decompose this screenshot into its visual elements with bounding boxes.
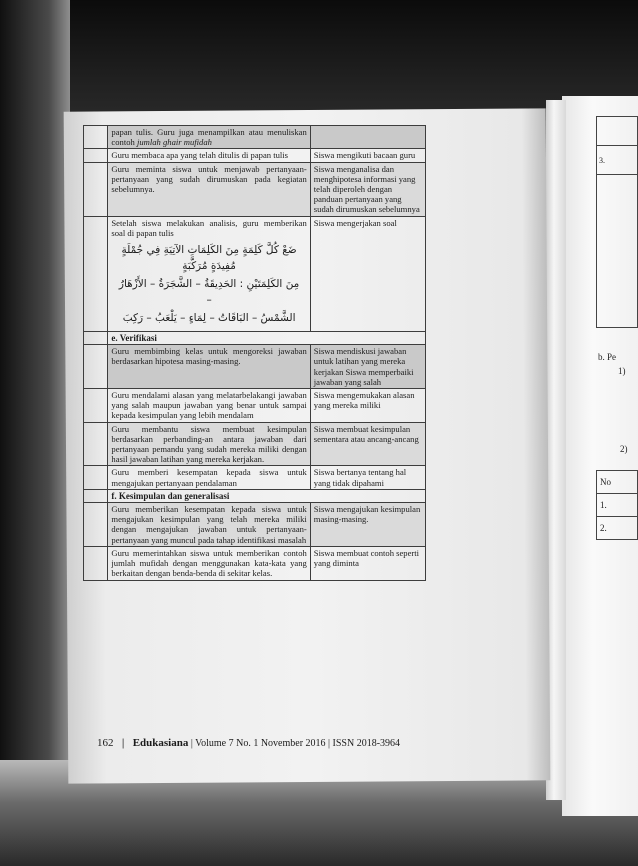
journal-name: Edukasiana xyxy=(132,737,189,749)
right-row-1: 1. xyxy=(597,494,638,517)
table-row xyxy=(84,126,426,149)
teacher-activity-text: Guru memerintahkan siswa untuk memberikan contoh jumlah mufidah dengan menggunakan kata-kata yang berkaitan dengan benda-benda di sekitar kelas. xyxy=(111,547,307,579)
teacher-activity-text: Guru mendalami alasan yang melatarbelakangi jawaban yang salah maupun jawaban yang benar untuk sampai kepada kesimpulan yang lebih mendalam xyxy=(111,390,307,421)
right-page-table-top xyxy=(596,116,638,328)
table-row xyxy=(84,422,426,466)
right-label-b: b. Pe xyxy=(598,352,616,362)
table-row xyxy=(84,149,426,162)
student-activity-cell: Siswa mengemukakan alasan yang mereka miliki xyxy=(310,389,425,423)
teacher-activity-cell xyxy=(108,216,310,331)
page-footer xyxy=(97,737,457,749)
table-row xyxy=(84,389,426,423)
student-activity-cell: Siswa bertanya tentang hal yang tidak dipahami xyxy=(310,466,425,489)
page-number: 162 xyxy=(97,737,114,749)
teacher-activity-text: papan tulis. Guru juga menampilkan atau menuliskan contoh xyxy=(111,127,307,148)
right-col-no: No xyxy=(597,471,638,494)
scan-shadow-top xyxy=(0,0,638,120)
student-activity-cell: Siswa mengikuti bacaan guru xyxy=(310,149,425,162)
teacher-activity-cell xyxy=(108,546,310,580)
table-row xyxy=(84,216,426,331)
right-page-table-bottom xyxy=(596,470,638,540)
teacher-activity-cell xyxy=(108,149,310,162)
teacher-activity-text: Guru membimbing kelas untuk mengoreksi jawaban berdasarkan hipotesa masing-masing. xyxy=(111,346,307,367)
student-activity-cell: Siswa mengajukan kesimpulan masing-masing. xyxy=(310,503,425,547)
section-row xyxy=(84,332,426,345)
student-activity-cell: Siswa mendiskusi jawaban untuk latihan yang mereka kerjakan Siswa memperbaiki jawaban yang salah xyxy=(310,345,425,389)
student-activity-cell: Siswa menganalisa dan menghipotesa informasi yang telah diperoleh dengan panduan pertanyaan yang sudah dirumuskan sebelumnya xyxy=(310,162,425,216)
student-activity-cell: Siswa membuat kesimpulan sementara atau ancang-ancang xyxy=(310,422,425,466)
student-activity-cell: Siswa membuat contoh seperti yang diminta xyxy=(310,546,425,580)
arabic-exercise xyxy=(111,238,306,330)
teacher-activity-cell xyxy=(108,503,310,547)
student-activity-cell: Siswa mengerjakan soal xyxy=(310,216,425,331)
teacher-activity-cell xyxy=(108,389,310,423)
teacher-activity-cell xyxy=(108,422,310,466)
section-heading: e. Verifikasi xyxy=(108,332,426,345)
student-activity-cell xyxy=(310,126,425,149)
table-row xyxy=(84,546,426,580)
teacher-activity-text: Guru memberikan kesempatan kepada siswa untuk mengajukan kesimpulan yang telah mereka miliki dengan mengajukan jawaban untuk pertanyaan-pertanyaan yang muncul pada tahap identifikasi masalah xyxy=(111,504,307,545)
example-term: jumlah ghair mufidah xyxy=(136,137,212,148)
footer-separator: | xyxy=(122,738,125,749)
teacher-activity-text: Setelah siswa melakukan analisis, guru memberikan soal di papan tulis xyxy=(111,217,307,238)
section-row xyxy=(84,489,426,502)
teacher-activity-cell xyxy=(108,126,310,149)
right-label-2: 2) xyxy=(620,444,628,454)
right-row-2: 2. xyxy=(597,517,638,540)
teacher-activity-text: Guru membaca apa yang telah ditulis di papan tulis xyxy=(111,150,289,161)
arabic-line: مِنَ الكَلِمَتَيْنِ : الحَدِيقَةُ – الشَّجَرَةُ – الأَزْهَارُ – xyxy=(118,278,300,307)
right-row-3: 3. xyxy=(597,146,638,175)
right-label-1: 1) xyxy=(618,366,626,376)
lesson-activity-table xyxy=(83,125,426,581)
scan-shadow-left xyxy=(0,0,70,866)
arabic-line: الشَّمْسُ – البَاقَاتُ – لِمَاءٍ – يَلْعَبُ – رَكِبَ xyxy=(122,312,296,325)
table-row xyxy=(84,503,426,547)
table-row xyxy=(84,162,426,216)
section-heading: f. Kesimpulan dan generalisasi xyxy=(108,489,426,502)
teacher-activity-cell xyxy=(108,466,310,489)
teacher-activity-cell xyxy=(108,162,310,216)
journal-details: | Volume 7 No. 1 November 2016 | ISSN 2018-3964 xyxy=(190,738,401,749)
teacher-activity-cell xyxy=(108,345,310,389)
table-row xyxy=(84,466,426,489)
teacher-activity-text: Guru membantu siswa membuat kesimpulan berdasarkan perbanding-an antara jawaban dari pertanyaan pemandu yang sudah mereka miliki dengan hasil jawaban latihan yang mereka kerjakan. xyxy=(111,423,307,465)
teacher-activity-text: Guru memberi kesempatan kepada siswa untuk mengajukan pertanyaan pendalaman xyxy=(111,467,307,488)
table-row xyxy=(84,345,426,389)
teacher-activity-text: Guru meminta siswa untuk menjawab pertanyaan-pertanyaan yang sudah dirumuskan pada kegiatan sebelumnya. xyxy=(111,163,307,195)
arabic-line: ضَعْ كُلَّ كَلِمَةٍ مِنَ الكَلِمَاتِ الآتِيَةِ فِي جُمْلَةٍ مُفِيدَةٍ مُرَكَّبَةٍ xyxy=(121,244,297,273)
